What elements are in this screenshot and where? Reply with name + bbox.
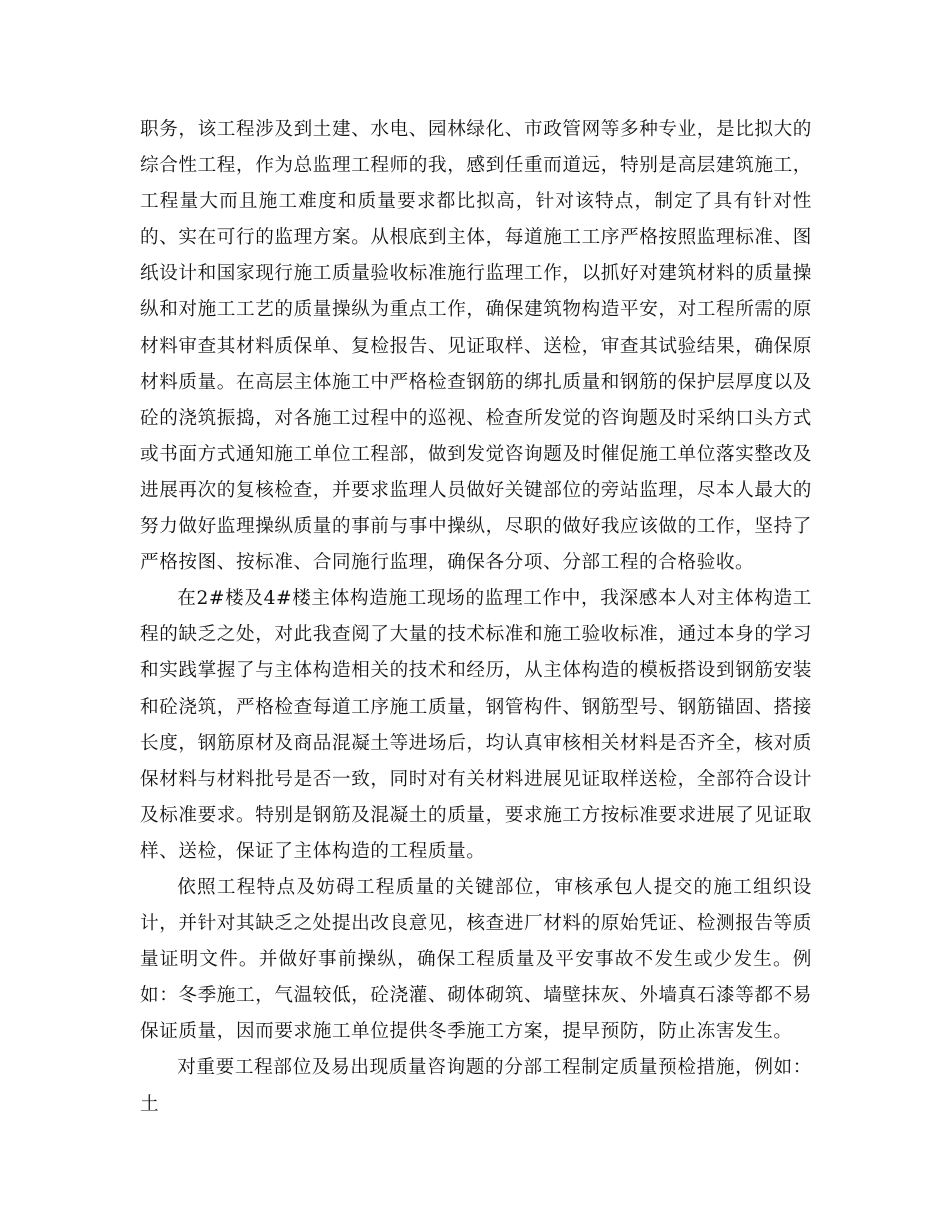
paragraph-2: 在2#楼及4#楼主体构造施工现场的监理工作中，我深感本人对主体构造工程的缺乏之处，对此我查阅了大量的技术标准和施工验收标准，通过本身的学习和实践掌握了与主体构造相关的技术和经历，从主体构造的模板搭设到钢筋安装和砼浇筑，严格检查每道工序施工质量，钢管构件、钢筋型号、钢筋锚固、搭接长度，钢筋原材及商品混凝土等进场后，均认真审核相关材料是否齐全，核对质保材料与材料批号是否一致，同时对有关材料进展见证取样送检，全部符合设计及标准要求。特别是钢筋及混凝土的质量，要求施工方按标准要求进展了见证取样、送检，保证了主体构造的工程质量。 [140, 588, 812, 862]
paragraph-4: 对重要工程部位及易出现质量咨询题的分部工程制定质量预检措施，例如：土 [140, 1057, 812, 1115]
document-body [140, 112, 812, 1123]
paragraph-1: 职务，该工程涉及到土建、水电、园林绿化、市政管网等多种专业，是比拟大的综合性工程，作为总监理工程师的我，感到任重而道远，特别是高层建筑施工，工程量大而且施工难度和质量要求都比拟高，针对该特点，制定了具有针对性的、实在可行的监理方案。从根底到主体，每道施工工序严格按照监理标准、图纸设计和国家现行施工质量验收标准施行监理工作，以抓好对建筑材料的质量操纵和对施工工艺的质量操纵为重点工作，确保建筑物构造平安，对工程所需的原材料审查其材料质保单、复检报告、见证取样、送检，审查其试验结果，确保原材料质量。在高层主体施工中严格检查钢筋的绑扎质量和钢筋的保护层厚度以及砼的浇筑振捣，对各施工过程中的巡视、检查所发觉的咨询题及时采纳口头方式或书面方式通知施工单位工程部，做到发觉咨询题及时催促施工单位落实整改及进展再次的复核检查，并要求监理人员做好关键部位的旁站监理，尽本人最大的努力做好监理操纵质量的事前与事中操纵，尽职的做好我应该做的工作，坚持了严格按图、按标准、合同施行监理，确保各分项、分部工程的合格验收。 [140, 119, 812, 574]
paragraph-3: 依照工程特点及妨碍工程质量的关键部位，审核承包人提交的施工组织设计，并针对其缺乏之处提出改良意见，核查进厂材料的原始凭证、检测报告等质量证明文件。并做好事前操纵，确保工程质量及平安事故不发生或少发生。例如：冬季施工，气温较低，砼浇灌、砌体砌筑、墙壁抹灰、外墙真石漆等都不易保证质量，因而要求施工单位提供冬季施工方案，提早预防，防止冻害发生。 [140, 876, 812, 1043]
